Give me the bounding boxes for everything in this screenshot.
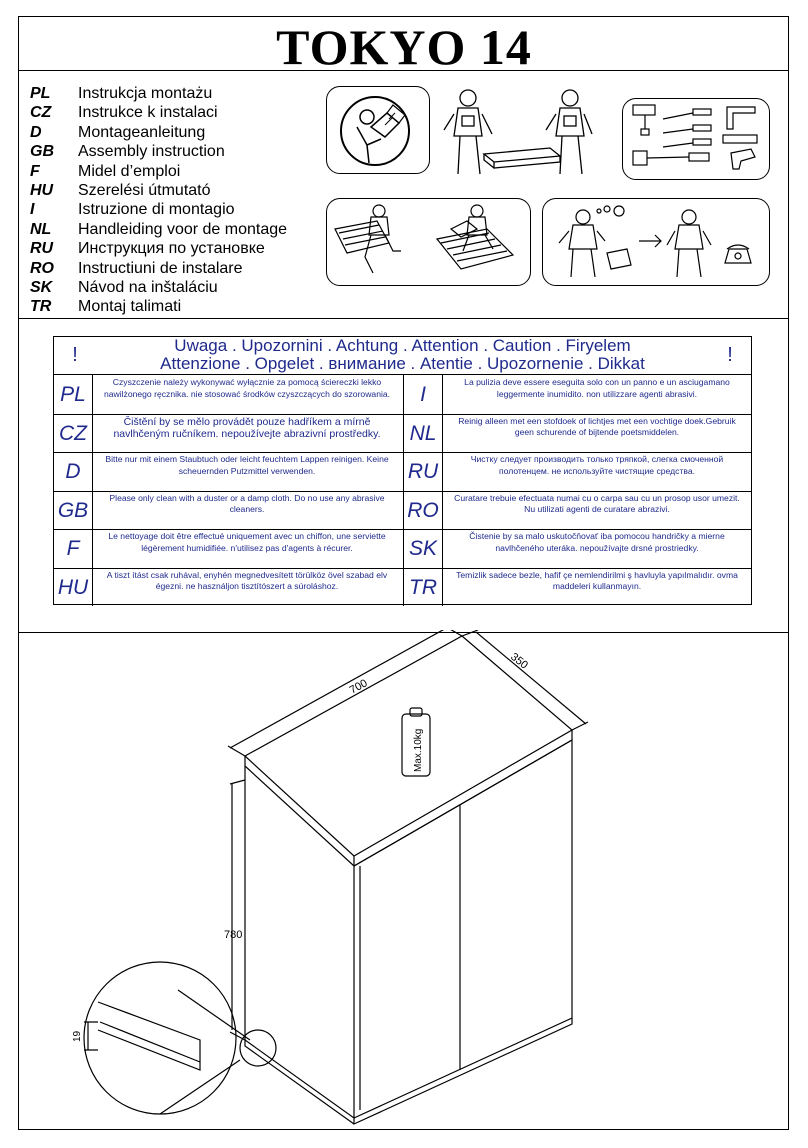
language-name: Instrukce k instalaci [78, 104, 218, 122]
language-code: GB [30, 143, 54, 161]
caution-text: Czyszczenie należy wykonywać wyłącznie za pomocą ściereczki lekko nawilżonego ręcznika. nie stosować środków czyszczących do szorowania. [103, 377, 391, 399]
language-row [30, 84, 287, 103]
language-row [30, 239, 287, 258]
caution-lang-code: GB [57, 498, 89, 522]
table-rule [54, 568, 751, 569]
language-code: RO [30, 259, 54, 277]
caution-text: A tiszt ítást csak ruhával, enyhén megnedvesített törülköz övel szabad elv égezni. ne használjon tisztítószert a súroláshoz. [106, 569, 388, 592]
caution-text: Čištění by se mělo provádět pouze hadříkem a mírně navlhčeným ručníkem. nepoužívejte abrazivní prostředky. [113, 415, 381, 440]
caution-text: Čistenie by sa malo uskutočňovať iba pomocou handričky a mierne navlhčeného uteráka. nepoužívajte drsné prostriedky. [469, 531, 725, 553]
caution-lang-code: CZ [59, 421, 87, 445]
language-row [30, 259, 287, 278]
two-workers-illustration [440, 86, 610, 180]
language-row [30, 278, 287, 297]
illustration-call-support [542, 198, 770, 286]
language-name: Assembly instruction [78, 143, 225, 161]
caution-lang-code: I [420, 383, 426, 406]
language-code: CZ [30, 104, 52, 122]
caution-table [53, 336, 752, 605]
caution-lang-code: RO [407, 498, 439, 522]
illustration-tools [622, 98, 770, 180]
dimension-plinth: 19 [72, 1030, 83, 1042]
caution-lang-code: F [66, 537, 80, 560]
language-name: Návod na inštaláciu [78, 278, 218, 296]
dimension-width: 700 [347, 677, 370, 697]
tools-icon [623, 99, 769, 179]
language-name: Instructiuni de instalare [78, 259, 243, 277]
language-name: Montageanleitung [78, 123, 206, 141]
caution-heading [54, 337, 751, 375]
plinth-detail [84, 962, 236, 1114]
caution-lang-code: HU [57, 575, 89, 599]
caution-text: Curatare trebuie efectuata numai cu o carpa sau cu un prosop usor umezit. Nu utilizati agenti de curatare abrazivi. [454, 492, 740, 515]
language-row [30, 142, 287, 161]
caution-text: Bitte nur mit einem Staubtuch oder leicht feuchtem Lappen reinigen. Keine scheuernden Putzmittel verwenden. [105, 454, 389, 476]
header-divider [18, 318, 789, 319]
language-code: PL [30, 85, 51, 102]
table-rule [54, 414, 751, 415]
caution-text: Please only clean with a duster or a damp cloth. Do no use any abrasive cleaners. [109, 492, 385, 515]
language-list [30, 84, 287, 317]
language-code: HU [30, 181, 54, 199]
caution-text: Le nettoyage doit être effectué uniquement avec un chiffon, une serviette légèrement humidifiée. n'utilisez pas d'agents à récurer. [108, 531, 386, 553]
cabinet-drawing [40, 630, 780, 1126]
caution-text: Чистку следует производить только тряпкой, слегка смоченной полотенцем. не используйте чистящие средства. [470, 454, 724, 476]
caution-text: Temizlik sadece bezle, hafif çe nemlendirilmi ş havluyla yapılmalıdır. ovma maddeleri kullanmayın. [456, 569, 738, 592]
language-name: Szerelési útmutató [78, 181, 211, 199]
caution-lang-code: D [65, 460, 81, 483]
caution-lang-code: TR [409, 575, 437, 599]
call-support-icon [543, 199, 769, 285]
dimension-depth: 350 [508, 650, 531, 672]
language-name: Istruzione di montagio [78, 201, 235, 219]
language-row [30, 123, 287, 142]
language-row [30, 181, 287, 200]
caution-lang-code: SK [408, 537, 437, 560]
caution-lang-code: RU [407, 460, 439, 483]
language-code: D [30, 123, 42, 141]
caution-text: La pulizia deve essere eseguita solo con un panno e un asciugamano leggermente inumidito. non utilizzare agenti abrasivi. [464, 377, 730, 399]
warning-icon: ! [72, 344, 78, 366]
language-row [30, 297, 287, 316]
language-name: Midel d’emploi [78, 162, 181, 180]
title-divider [18, 70, 789, 71]
document-title: TOKYO 14 [276, 19, 532, 75]
language-code: NL [30, 220, 52, 238]
max-load-label: Max.10kg [413, 728, 424, 772]
workers-carpet-icon [327, 199, 530, 285]
language-name: Handleiding voor de montage [78, 220, 288, 238]
language-row [30, 200, 287, 219]
caution-lang-code: PL [60, 383, 86, 406]
language-row [30, 103, 287, 122]
table-rule [54, 491, 751, 492]
language-code: I [30, 201, 35, 219]
caution-lang-code: NL [409, 421, 437, 445]
warning-icon: ! [727, 344, 733, 366]
plinth-detail-panel [98, 1002, 200, 1070]
table-rule [54, 452, 751, 453]
language-name: Montaj talimati [78, 298, 182, 316]
language-code: TR [30, 298, 52, 316]
language-row [30, 162, 287, 181]
language-row [30, 220, 287, 239]
dimension-height: 780 [224, 929, 243, 941]
caution-heading-line-1: Uwaga . Upozornini . Achtung . Attention . Caution . Firyelem [174, 336, 631, 355]
read-instructions-icon [327, 87, 429, 173]
table-rule [54, 529, 751, 530]
caution-text: Reinig alleen met een stofdoek of lichtjes met een vochtige doek.Gebruik geen schurende of bijtende poetsmiddelen. [458, 415, 736, 438]
caution-heading-line-2: Attenzione . Opgelet . внимание . Atentie . Upozornenie . Dikkat [160, 354, 645, 373]
language-code: SK [30, 278, 53, 296]
illustration-read-instructions [326, 86, 430, 174]
language-code: RU [30, 240, 54, 258]
cabinet-front [354, 740, 572, 1118]
illustration-assemble-on-carpet [326, 198, 531, 286]
language-name: Инструкция по установке [78, 240, 265, 258]
language-code: F [30, 162, 40, 180]
language-name: Instrukcja montażu [78, 85, 213, 102]
